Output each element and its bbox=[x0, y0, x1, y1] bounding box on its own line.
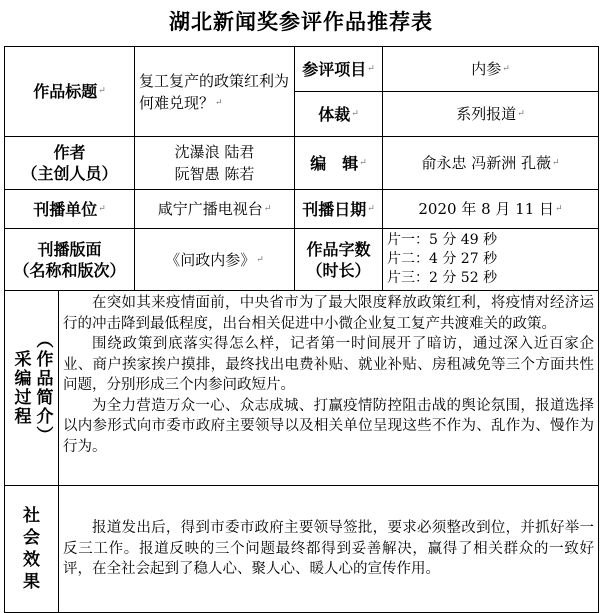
intro-side-text-b: 采编过程 bbox=[10, 350, 31, 426]
effect-side-char: 果 bbox=[23, 572, 40, 592]
effect-side-label bbox=[5, 486, 59, 613]
publisher-value: 咸宁广播电视台↵ bbox=[135, 190, 295, 229]
category-value: 内参↵ bbox=[383, 47, 599, 92]
intro-side-label bbox=[5, 291, 59, 486]
effect-side-char: 效 bbox=[23, 550, 40, 570]
work-title-label: 作品标题↵ bbox=[5, 47, 135, 137]
publish-date-label: 刊播日期↵ bbox=[295, 190, 383, 229]
authors-value: 沈瀑浪 陆君 阮智愚 陈若 bbox=[135, 137, 295, 190]
duration-item: 片三：2 分 52 秒 bbox=[387, 270, 498, 286]
editors-value: 俞永忠 冯新洲 孔薇↵ bbox=[383, 137, 599, 190]
form-title: 湖北新闻奖参评作品推荐表 bbox=[169, 9, 433, 34]
layout-label: 刊播版面 （名称和版次） bbox=[5, 229, 135, 291]
intro-paragraph: 在突如其来疫情面前，中央省市为了最大限度释放政策红利，将疫情对经济运行的冲击降到最低程度，出台相关促进中小微企业复工复产共渡难关的政策。 bbox=[63, 295, 594, 332]
publish-date-value: 2020 年 8 月 11 日↵ bbox=[383, 190, 599, 229]
layout-value: 《问政内参》↵ bbox=[135, 229, 295, 291]
category-label: 参评项目↵ bbox=[295, 47, 383, 92]
intro-content bbox=[59, 291, 599, 486]
effect-side-char: 会 bbox=[23, 528, 40, 548]
work-title-value: 复工复产的政策红利为何难兑现？↵ bbox=[135, 47, 295, 137]
publisher-label: 刊播单位↵ bbox=[5, 190, 135, 229]
genre-value: 系列报道↵ bbox=[383, 92, 599, 137]
effect-side-char: 社 bbox=[23, 506, 40, 526]
effect-paragraph: 报道发出后，得到市委市政府主要领导签批，要求必须整改到位，并抓好举一反三工作。报道反映的三个问题最终都得到妥善解决，赢得了相关群众的一致好评，在全社会起到了稳人心、聚人心、暖人心的宣传作用。 bbox=[63, 520, 594, 578]
duration-item: 片二：4 分 27 秒 bbox=[387, 251, 498, 267]
recommendation-form-table bbox=[4, 46, 599, 613]
effect-content bbox=[59, 486, 599, 613]
duration-item: 片一：5 分 49 秒 bbox=[387, 232, 498, 248]
genre-label: 体裁↵ bbox=[295, 92, 383, 137]
durations-value bbox=[383, 229, 599, 291]
word-count-label: 作品字数 （时长） bbox=[295, 229, 383, 291]
intro-side-text-a: （作品简介） bbox=[32, 331, 53, 445]
intro-paragraph: 围绕政策到底落实得怎么样，记者第一时间展开了暗访，通过深入近百家企业、商户挨家挨户摸排，最终找出电费补贴、就业补贴、房租减免等三个方面共性问题，分别形成三个内参问政短片。 bbox=[63, 336, 594, 393]
editor-label: 编 辑↵ bbox=[295, 137, 383, 190]
author-label: 作者 （主创人员） bbox=[5, 137, 135, 190]
intro-paragraph: 为全力营造万众一心、众志成城、打赢疫情防控阻击战的舆论氛围，报道选择以内参形式向市委市政府主要领导以及相关单位呈现这些不作为、乱作为、慢作为行为。 bbox=[63, 397, 594, 455]
